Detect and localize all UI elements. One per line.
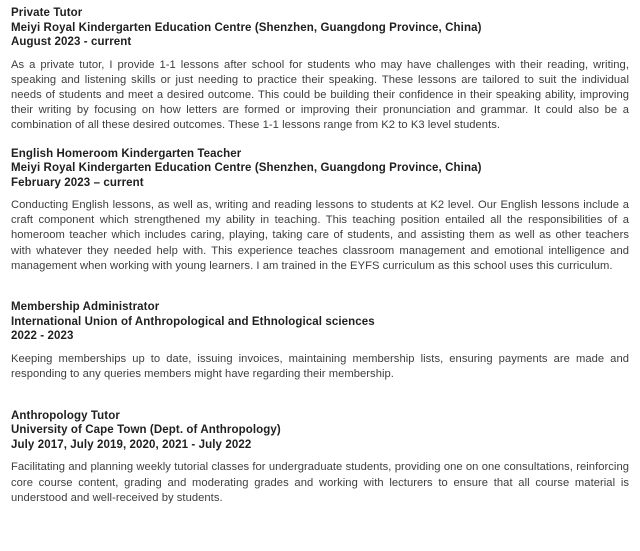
job-dates: August 2023 - current <box>11 36 132 48</box>
job-description: Keeping memberships up to date, issuing invoices, maintaining membership lists, ensuring payments are made and responding to any queries members might have regarding their membership. <box>11 352 629 380</box>
job-description: Facilitating and planning weekly tutorial classes for undergraduate students, providing one on one consultations, reinforcing core course content, grading and moderating grades and working with lecturers to ensure that all course material is understood and well-received by students. <box>11 461 629 504</box>
job-title: Membership Administrator <box>11 301 160 314</box>
job-organization: Meiyi Royal Kindergarten Education Centre (Shenzhen, Guangdong Province, China) <box>11 21 482 34</box>
job-dates: 2022 - 2023 <box>11 330 74 343</box>
job-section-private-tutor <box>11 6 629 134</box>
job-section-membership-administrator <box>11 300 629 382</box>
job-description: As a private tutor, I provide 1-1 lessons after school for students who may have challenges with their reading, writing, speaking and listening skills or just needing to practice their speaking. These lessons are tailored to suit the individual needs of students and meet a desired outcome. This could be building their confidence in their speaking ability, improving their writing by focusing on how letters are formed or improving their pronunciation and grammar. It could also be a combination of all these desired outcomes. These 1-1 lessons range from K2 to K3 level students. <box>11 58 629 132</box>
job-organization: University of Cape Town (Dept. of Anthropology) <box>11 424 281 437</box>
job-section-homeroom-teacher <box>11 147 629 275</box>
job-heading <box>11 6 629 50</box>
job-title: Anthropology Tutor <box>11 409 120 422</box>
job-section-anthropology-tutor <box>11 409 629 506</box>
job-organization: International Union of Anthropological and Ethnological sciences <box>11 315 375 328</box>
job-dates: February 2023 – current <box>11 176 144 189</box>
job-dates: July 2017, July 2019, 2020, 2021 - July 2022 <box>11 438 252 451</box>
job-heading <box>11 300 629 344</box>
job-organization: Meiyi Royal Kindergarten Education Centre (Shenzhen, Guangdong Province, China) <box>11 162 482 175</box>
job-title: English Homeroom Kindergarten Teacher <box>11 147 242 160</box>
job-heading <box>11 409 629 453</box>
job-heading <box>11 147 629 191</box>
job-description: Conducting English lessons, as well as, writing and reading lessons to students at K2 level. Our English lessons include a craft component which strengthened my ability in teaching. This teaching position entailed all the responsibilities of a homeroom teacher which includes caring, playing, taking care of students, and assisting them as well as other teachers with whatever they needed help with. This experience teaches classroom management and emotional intelligence and management when working with young learners. I am trained in the EYFS curriculum as this school uses this curriculum. <box>11 199 629 272</box>
job-title: Private Tutor <box>11 7 83 19</box>
